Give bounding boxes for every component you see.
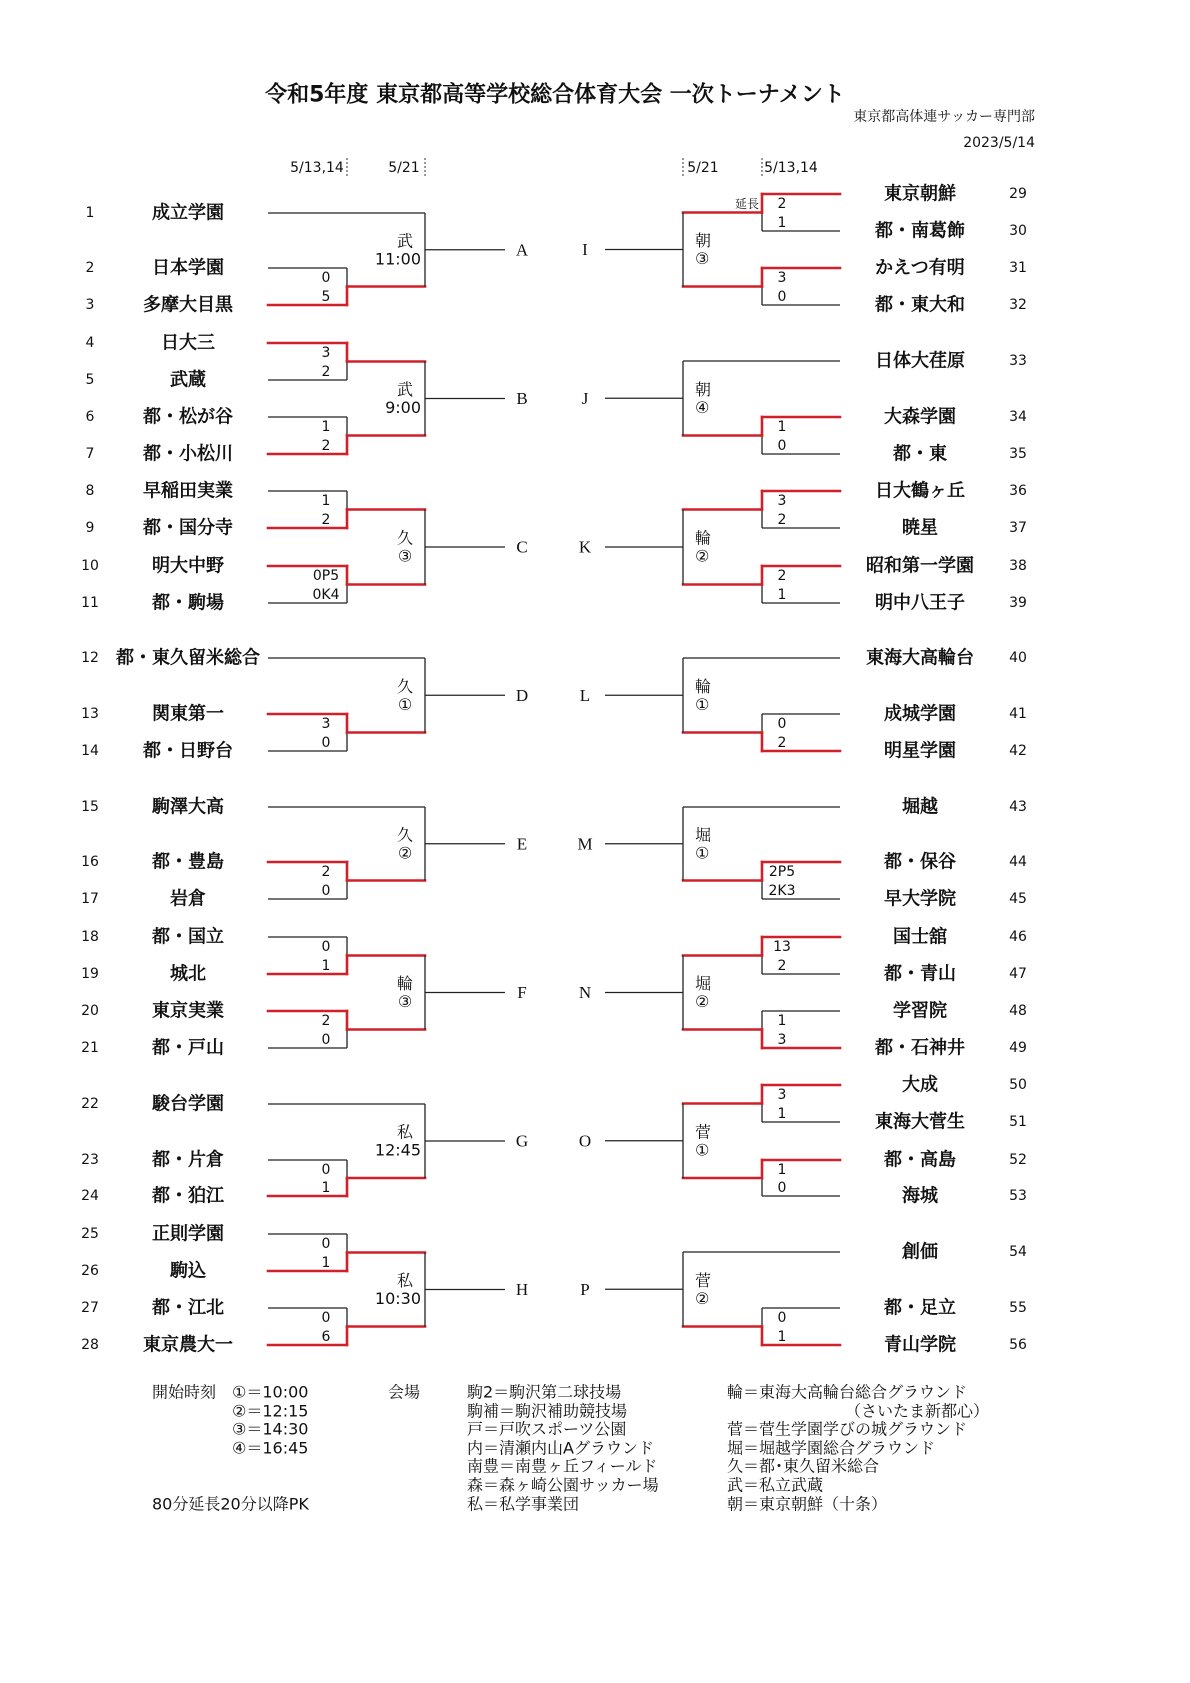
organizer-label: 東京都高体連サッカー専門部 bbox=[853, 109, 1035, 125]
block-letter: K bbox=[578, 537, 592, 557]
block-letter: G bbox=[515, 1131, 529, 1151]
team-number: 46 bbox=[1009, 929, 1027, 945]
block-letter: D bbox=[515, 685, 529, 705]
match-score: 13 bbox=[773, 939, 791, 955]
match-score: 1 bbox=[777, 419, 787, 435]
match-score: 1 bbox=[777, 587, 787, 603]
match-slot: ② bbox=[695, 546, 710, 566]
bracket-block bbox=[582, 183, 1027, 316]
team-number: 15 bbox=[81, 799, 99, 815]
team-number: 41 bbox=[1009, 706, 1027, 722]
team-name: 都・石神井 bbox=[875, 1037, 965, 1059]
team-number: 14 bbox=[81, 743, 99, 759]
team-number: 29 bbox=[1009, 186, 1027, 202]
venue-item: 朝＝東京朝鮮（十条） bbox=[727, 1494, 888, 1514]
match-score: 1 bbox=[777, 1162, 787, 1178]
right-bracket bbox=[577, 183, 1027, 1356]
team-number: 24 bbox=[81, 1188, 99, 1204]
team-name: 東海大高輪台 bbox=[866, 647, 974, 669]
team-number: 30 bbox=[1009, 223, 1027, 239]
venue-item: 久＝都･東久留米総合 bbox=[727, 1456, 880, 1476]
team-number: 25 bbox=[81, 1226, 99, 1242]
team-number: 47 bbox=[1009, 966, 1027, 982]
team-name: 早大学院 bbox=[884, 888, 956, 910]
left-round1-date: 5/13,14 bbox=[290, 160, 344, 176]
team-name: 都・高島 bbox=[884, 1149, 956, 1171]
match-score: 2K3 bbox=[768, 883, 796, 899]
match-score: 1 bbox=[321, 419, 331, 435]
block-letter: E bbox=[516, 834, 528, 854]
match-score: 0K4 bbox=[312, 587, 340, 603]
team-name: 都・東大和 bbox=[875, 294, 965, 316]
match-slot: ③ bbox=[397, 992, 413, 1011]
team-number: 7 bbox=[85, 446, 95, 462]
match-score: 3 bbox=[777, 270, 787, 286]
venue-code: 菅 bbox=[695, 1270, 712, 1290]
match-score: 6 bbox=[321, 1329, 331, 1345]
bracket-block bbox=[81, 1093, 528, 1207]
team-number: 5 bbox=[85, 372, 95, 388]
team-number: 49 bbox=[1009, 1040, 1027, 1056]
team-name: 岩倉 bbox=[170, 888, 206, 910]
round-date-headers bbox=[290, 158, 818, 178]
team-number: 2 bbox=[85, 260, 95, 276]
team-name: 都・東 bbox=[893, 443, 947, 465]
team-number: 1 bbox=[85, 205, 95, 221]
bracket-block bbox=[579, 1074, 1027, 1207]
bracket-block bbox=[81, 1223, 528, 1356]
team-name: 都・駒場 bbox=[152, 592, 224, 614]
match-slot: ① bbox=[397, 694, 413, 714]
start-time-label: 開始時刻 bbox=[152, 1382, 217, 1402]
match-score: 2 bbox=[321, 438, 331, 454]
venue-code: 輪 bbox=[695, 528, 712, 548]
team-number: 52 bbox=[1009, 1152, 1027, 1168]
right-round2-date: 5/21 bbox=[687, 160, 719, 176]
venue-code: 久 bbox=[396, 528, 414, 548]
team-name: 明中八王子 bbox=[875, 592, 965, 614]
team-number: 53 bbox=[1009, 1188, 1027, 1204]
start-time-4: ④＝16:45 bbox=[232, 1438, 309, 1458]
block-letter: M bbox=[577, 834, 593, 854]
team-number: 35 bbox=[1009, 446, 1027, 462]
venue-item: 私＝私学事業団 bbox=[467, 1494, 580, 1514]
team-name: 駒澤大高 bbox=[152, 796, 224, 818]
match-score: 3 bbox=[321, 345, 331, 361]
match-score: 0 bbox=[321, 939, 331, 955]
bracket-block bbox=[81, 796, 527, 910]
block-letter: C bbox=[516, 537, 528, 557]
venue-code: 菅 bbox=[695, 1122, 712, 1142]
team-number: 31 bbox=[1009, 260, 1027, 276]
team-number: 39 bbox=[1009, 595, 1027, 611]
venue-item: 南豊＝南豊ヶ丘フィールド bbox=[467, 1456, 658, 1476]
team-name: 多摩大目黒 bbox=[143, 294, 233, 316]
venue-item: 堀＝堀越学園総合グラウンド bbox=[727, 1438, 936, 1458]
match-slot: ① bbox=[695, 694, 710, 714]
team-name: 早稲田実業 bbox=[143, 480, 233, 502]
team-name: 都・松が谷 bbox=[143, 406, 233, 428]
team-name: 都・青山 bbox=[884, 963, 956, 985]
team-number: 56 bbox=[1009, 1337, 1027, 1353]
venue-code: 久 bbox=[396, 676, 414, 696]
match-slot: ③ bbox=[397, 546, 413, 566]
venue-item: 駒2＝駒沢第二球技場 bbox=[467, 1382, 622, 1402]
team-name: 都・狛江 bbox=[152, 1185, 224, 1207]
team-name: 明星学園 bbox=[884, 740, 956, 762]
match-score: 3 bbox=[777, 1087, 787, 1103]
start-time-3: ③＝14:30 bbox=[232, 1419, 309, 1439]
venue-code: 武 bbox=[396, 380, 414, 399]
team-number: 34 bbox=[1009, 409, 1027, 425]
match-score: 0 bbox=[777, 438, 787, 454]
team-number: 38 bbox=[1009, 558, 1027, 574]
team-number: 9 bbox=[85, 520, 95, 536]
team-name: 都・南葛飾 bbox=[875, 220, 965, 242]
team-name: 堀越 bbox=[902, 796, 938, 818]
team-number: 21 bbox=[81, 1040, 99, 1056]
match-score: 1 bbox=[777, 1329, 787, 1345]
right-round1-date: 5/13,14 bbox=[764, 160, 818, 176]
bracket-block bbox=[86, 202, 529, 316]
team-name: 武蔵 bbox=[170, 369, 206, 391]
venue-item: 駒補＝駒沢補助競技場 bbox=[467, 1401, 628, 1421]
match-score: 3 bbox=[777, 1032, 787, 1048]
team-name: 都・江北 bbox=[152, 1297, 224, 1319]
team-name: 日本学園 bbox=[152, 257, 224, 279]
venue-code: 久 bbox=[396, 825, 414, 845]
block-letter: B bbox=[516, 389, 528, 408]
match-score: 0 bbox=[321, 735, 331, 751]
team-number: 45 bbox=[1009, 891, 1027, 907]
start-time-2: ②＝12:15 bbox=[232, 1401, 309, 1421]
match-score: 0P5 bbox=[312, 568, 340, 584]
left-round2-date: 5/21 bbox=[388, 160, 420, 176]
team-number: 55 bbox=[1009, 1300, 1027, 1316]
bracket-block bbox=[580, 1241, 1027, 1356]
match-score: 1 bbox=[777, 1106, 787, 1122]
bracket-block bbox=[81, 647, 528, 762]
team-name: 駿台学園 bbox=[152, 1093, 224, 1115]
team-number: 37 bbox=[1009, 520, 1027, 536]
team-name: 正則学園 bbox=[152, 1223, 224, 1245]
team-number: 17 bbox=[81, 891, 99, 907]
team-number: 27 bbox=[81, 1300, 99, 1316]
team-name: 明大中野 bbox=[152, 555, 224, 577]
venue-code: 輪 bbox=[396, 974, 414, 993]
bracket-block bbox=[579, 926, 1027, 1059]
match-score: 2 bbox=[321, 1013, 331, 1029]
team-number: 22 bbox=[81, 1096, 99, 1112]
block-letter: J bbox=[581, 388, 589, 408]
venue-code: 朝 bbox=[695, 231, 712, 250]
team-name: 都・足立 bbox=[884, 1297, 956, 1319]
match-score: 2 bbox=[321, 364, 331, 380]
match-slot: ② bbox=[695, 1288, 710, 1308]
match-slot: 12:45 bbox=[374, 1140, 421, 1160]
team-name: 大成 bbox=[902, 1074, 938, 1096]
venue-code: 私 bbox=[396, 1122, 414, 1142]
team-number: 12 bbox=[81, 650, 99, 666]
match-score: 2 bbox=[321, 864, 331, 880]
match-score: 0 bbox=[321, 1162, 331, 1178]
match-score: 2 bbox=[777, 958, 787, 974]
venue-code: 輪 bbox=[695, 676, 712, 696]
team-name: 海城 bbox=[902, 1185, 938, 1207]
match-score: 2 bbox=[777, 568, 787, 584]
team-name: 日体大荏原 bbox=[875, 350, 965, 372]
team-number: 32 bbox=[1009, 297, 1027, 313]
team-number: 20 bbox=[81, 1003, 99, 1019]
team-number: 3 bbox=[85, 297, 95, 313]
team-name: 都・東久留米総合 bbox=[116, 647, 260, 669]
match-slot: 11:00 bbox=[374, 249, 421, 269]
venue-item: 森＝森ヶ崎公園サッカー場 bbox=[467, 1475, 659, 1495]
team-name: 学習院 bbox=[893, 1000, 947, 1022]
match-score: 1 bbox=[321, 1180, 331, 1196]
match-score: 0 bbox=[321, 1236, 331, 1252]
team-name: 日大三 bbox=[161, 332, 215, 354]
venue-item-note: （さいたま新都心） bbox=[845, 1401, 990, 1421]
footer-legend bbox=[152, 1383, 989, 1514]
match-score: 1 bbox=[321, 1255, 331, 1271]
start-time-1: ①＝10:00 bbox=[232, 1382, 309, 1402]
team-number: 11 bbox=[81, 595, 99, 611]
team-name: 大森学園 bbox=[884, 406, 956, 428]
team-number: 4 bbox=[85, 335, 95, 351]
block-letter: N bbox=[578, 983, 592, 1002]
block-letter: L bbox=[579, 685, 591, 705]
team-name: 都・片倉 bbox=[152, 1149, 224, 1171]
venue-code: 堀 bbox=[695, 974, 712, 993]
match-slot: ① bbox=[695, 843, 710, 863]
team-name: 都・小松川 bbox=[143, 443, 233, 465]
block-letter: A bbox=[515, 240, 529, 260]
team-name: 青山学院 bbox=[884, 1334, 956, 1356]
team-name: 関東第一 bbox=[152, 703, 224, 725]
team-name: 昭和第一学園 bbox=[866, 555, 974, 577]
team-number: 51 bbox=[1009, 1114, 1027, 1130]
extra-time-note: 延長 bbox=[734, 197, 760, 211]
team-name: 都・国立 bbox=[152, 926, 224, 948]
team-name: 創価 bbox=[902, 1241, 938, 1263]
match-score: 2P5 bbox=[768, 864, 796, 880]
team-name: 都・日野台 bbox=[143, 740, 233, 762]
team-number: 23 bbox=[81, 1152, 99, 1168]
team-name: かえつ有明 bbox=[875, 257, 965, 279]
team-number: 33 bbox=[1009, 353, 1027, 369]
team-name: 東京朝鮮 bbox=[884, 183, 956, 205]
team-number: 8 bbox=[85, 483, 95, 499]
match-slot: ④ bbox=[695, 397, 710, 417]
match-score: 2 bbox=[777, 512, 787, 528]
block-letter: I bbox=[582, 240, 588, 259]
team-name: 東海大菅生 bbox=[875, 1111, 965, 1133]
match-score: 0 bbox=[321, 1032, 331, 1048]
team-number: 54 bbox=[1009, 1244, 1027, 1260]
match-score: 5 bbox=[321, 289, 331, 305]
team-name: 成城学園 bbox=[884, 703, 956, 725]
left-bracket bbox=[81, 202, 529, 1356]
venue-item: 輪＝東海大高輪台総合グラウンド bbox=[727, 1382, 968, 1402]
team-number: 36 bbox=[1009, 483, 1027, 499]
team-number: 48 bbox=[1009, 1003, 1027, 1019]
match-slot: ② bbox=[695, 992, 710, 1011]
team-name: 暁星 bbox=[902, 517, 938, 539]
venue-item: 内＝清瀬内山Aグラウンド bbox=[467, 1438, 654, 1458]
team-number: 43 bbox=[1009, 799, 1027, 815]
block-letter: H bbox=[515, 1280, 529, 1299]
match-slot: ③ bbox=[695, 249, 710, 268]
block-letter: F bbox=[517, 983, 527, 1002]
match-slot: ② bbox=[397, 843, 413, 863]
team-number: 40 bbox=[1009, 650, 1027, 666]
team-name: 城北 bbox=[170, 963, 206, 985]
bracket-block bbox=[81, 480, 528, 614]
team-number: 10 bbox=[81, 558, 99, 574]
match-score: 3 bbox=[321, 716, 331, 732]
team-number: 16 bbox=[81, 854, 99, 870]
match-score: 0 bbox=[321, 883, 331, 899]
team-number: 13 bbox=[81, 706, 99, 722]
team-name: 東京実業 bbox=[152, 1000, 224, 1022]
team-number: 6 bbox=[85, 409, 95, 425]
match-score: 2 bbox=[777, 196, 787, 212]
bracket-block bbox=[582, 350, 1027, 465]
match-score: 0 bbox=[321, 1310, 331, 1326]
match-score: 2 bbox=[321, 512, 331, 528]
venue-code: 武 bbox=[396, 231, 414, 251]
venue-code: 堀 bbox=[695, 825, 712, 845]
match-score: 1 bbox=[777, 215, 787, 231]
match-score: 0 bbox=[777, 1310, 787, 1326]
match-rule-note: 80分延長20分以降PK bbox=[152, 1494, 309, 1514]
match-score: 1 bbox=[321, 958, 331, 974]
bracket-block bbox=[577, 796, 1027, 910]
team-name: 都・国分寺 bbox=[143, 517, 233, 539]
bracket-block bbox=[579, 480, 1027, 614]
team-number: 18 bbox=[81, 929, 99, 945]
page-title: 令和5年度 東京都高等学校総合体育大会 一次トーナメント bbox=[265, 82, 845, 108]
document-date: 2023/5/14 bbox=[963, 135, 1035, 151]
match-score: 0 bbox=[777, 289, 787, 305]
team-number: 44 bbox=[1009, 854, 1027, 870]
team-number: 50 bbox=[1009, 1077, 1027, 1093]
bracket-block bbox=[580, 647, 1027, 762]
match-score: 0 bbox=[777, 716, 787, 732]
team-number: 42 bbox=[1009, 743, 1027, 759]
team-number: 26 bbox=[81, 1263, 99, 1279]
bracket-block bbox=[86, 332, 528, 465]
match-slot: 10:30 bbox=[374, 1289, 421, 1308]
bracket-block bbox=[81, 926, 527, 1059]
venue-code: 朝 bbox=[695, 379, 712, 399]
match-score: 0 bbox=[321, 270, 331, 286]
venue-label: 会場 bbox=[388, 1382, 421, 1402]
match-score: 3 bbox=[777, 493, 787, 509]
venue-item: 武＝私立武蔵 bbox=[727, 1475, 824, 1495]
block-letter: P bbox=[580, 1279, 590, 1299]
team-name: 駒込 bbox=[170, 1260, 206, 1282]
venue-code: 私 bbox=[396, 1271, 414, 1290]
match-slot: ① bbox=[695, 1140, 710, 1160]
venue-item: 菅＝菅生学園学びの城グラウンド bbox=[727, 1419, 968, 1439]
team-name: 都・戸山 bbox=[152, 1037, 224, 1059]
block-letter: O bbox=[578, 1131, 592, 1151]
venue-item: 戸＝戸吹スポーツ公園 bbox=[467, 1419, 627, 1439]
team-name: 都・豊島 bbox=[152, 851, 224, 873]
match-slot: 9:00 bbox=[385, 398, 421, 417]
match-score: 0 bbox=[777, 1180, 787, 1196]
team-number: 19 bbox=[81, 966, 99, 982]
team-name: 都・保谷 bbox=[884, 851, 956, 873]
match-score: 1 bbox=[321, 493, 331, 509]
team-name: 日大鶴ヶ丘 bbox=[875, 480, 965, 502]
match-score: 1 bbox=[777, 1013, 787, 1029]
match-score: 2 bbox=[777, 735, 787, 751]
team-name: 東京農大一 bbox=[143, 1334, 233, 1356]
team-name: 国士舘 bbox=[893, 926, 947, 948]
team-name: 成立学園 bbox=[152, 202, 224, 224]
team-number: 28 bbox=[81, 1337, 99, 1353]
